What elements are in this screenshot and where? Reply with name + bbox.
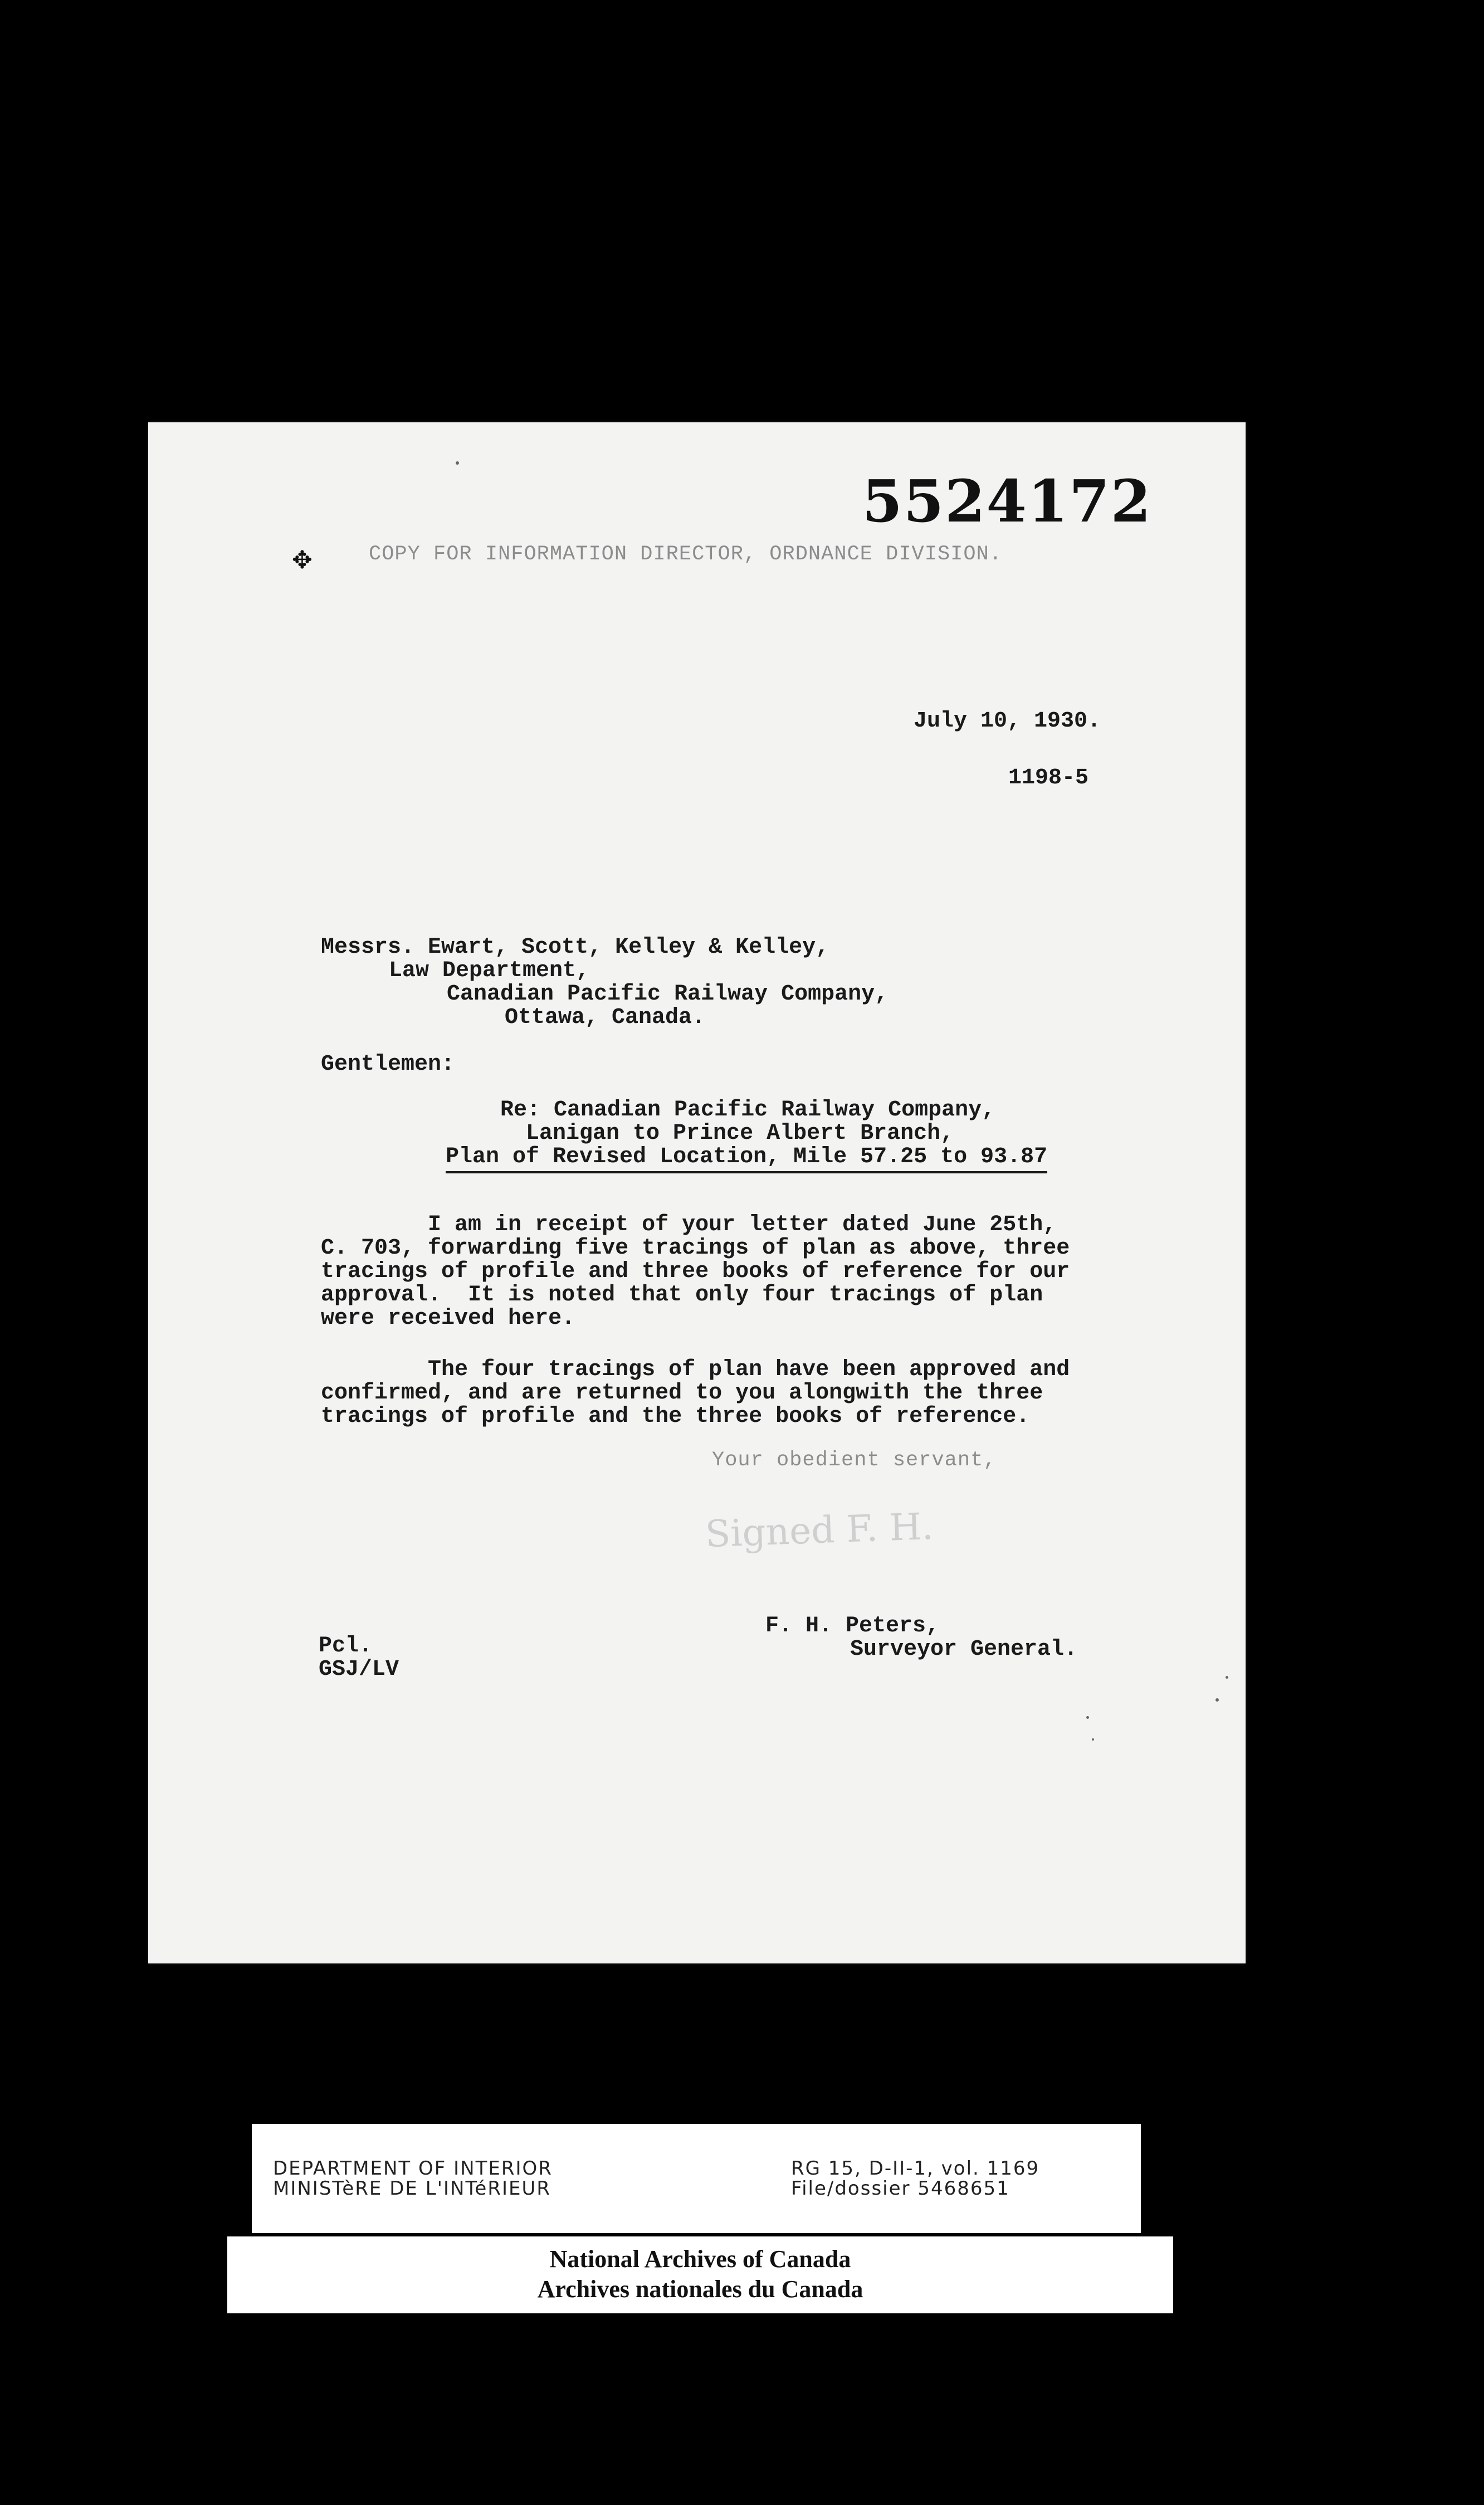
archive-reference-label <box>252 2124 1141 2233</box>
paragraph-approval <box>321 1358 1145 1429</box>
paragraph-line: tracings of profile and the three books of reference. <box>321 1404 1030 1429</box>
department-block <box>273 2158 553 2199</box>
paper-speck <box>1092 1738 1094 1741</box>
typist-initials: GSJ/LV <box>319 1657 399 1682</box>
department-english: DEPARTMENT OF INTERIOR <box>273 2157 553 2180</box>
signatory-name: F. H. Peters, <box>765 1614 940 1639</box>
archive-name-label <box>227 2236 1173 2313</box>
copy-note: COPY FOR INFORMATION DIRECTOR, ORDNANCE DIVISION. <box>369 543 1002 566</box>
paper-speck <box>456 461 459 465</box>
file-dossier-number: File/dossier 5468651 <box>791 2177 1010 2200</box>
reference-block <box>791 2158 1039 2199</box>
addressee-line-4: Ottawa, Canada. <box>505 1005 706 1030</box>
document-page <box>148 422 1246 1963</box>
paragraph-line: approval. It is noted that only four tracings of plan <box>321 1283 1043 1308</box>
addressee-line-3: Canadian Pacific Railway Company, <box>447 982 889 1007</box>
letter-date: July 10, 1930. <box>914 709 1101 734</box>
record-group-volume: RG 15, D-II-1, vol. 1169 <box>791 2157 1040 2180</box>
file-number-stamp: 5524172 <box>862 467 1152 535</box>
paragraph-line: confirmed, and are returned to you alongwith the three <box>321 1381 1043 1406</box>
signed-stamp: Signed F. H. <box>704 1504 934 1556</box>
pointer-mark-icon: ✥ <box>292 546 313 574</box>
salutation: Gentlemen: <box>321 1052 455 1077</box>
enclosure-note: Pcl. <box>319 1634 373 1659</box>
re-line-3-underlined: Plan of Revised Location, Mile 57.25 to 93.87 <box>446 1144 1047 1173</box>
paragraph-line: were received here. <box>321 1306 575 1331</box>
addressee-line-1: Messrs. Ewart, Scott, Kelley & Kelley, <box>321 935 829 960</box>
re-line-2: Lanigan to Prince Albert Branch, <box>526 1121 954 1146</box>
paragraph-line: The four tracings of plan have been approved and <box>321 1357 1070 1382</box>
paper-speck <box>1086 1716 1089 1719</box>
paragraph-line: C. 703, forwarding five tracings of plan as above, three <box>321 1236 1070 1261</box>
paper-speck <box>1226 1676 1228 1679</box>
paragraph-receipt <box>321 1213 1145 1331</box>
closing: Your obedient servant, <box>712 1449 997 1472</box>
addressee-line-2: Law Department, <box>389 958 590 983</box>
reference-number: 1198-5 <box>1008 766 1089 791</box>
archive-name-french: Archives nationales du Canada <box>537 2275 863 2303</box>
archive-name-english: National Archives of Canada <box>549 2245 851 2273</box>
signatory-title: Surveyor General. <box>850 1637 1078 1662</box>
paragraph-line: I am in receipt of your letter dated June 25th, <box>321 1212 1057 1237</box>
paragraph-line: tracings of profile and three books of reference for our <box>321 1259 1070 1284</box>
department-french: MINISTèRE DE L'INTéRIEUR <box>273 2177 551 2200</box>
re-line-1: Re: Canadian Pacific Railway Company, <box>500 1098 995 1123</box>
paper-speck <box>1215 1698 1219 1702</box>
